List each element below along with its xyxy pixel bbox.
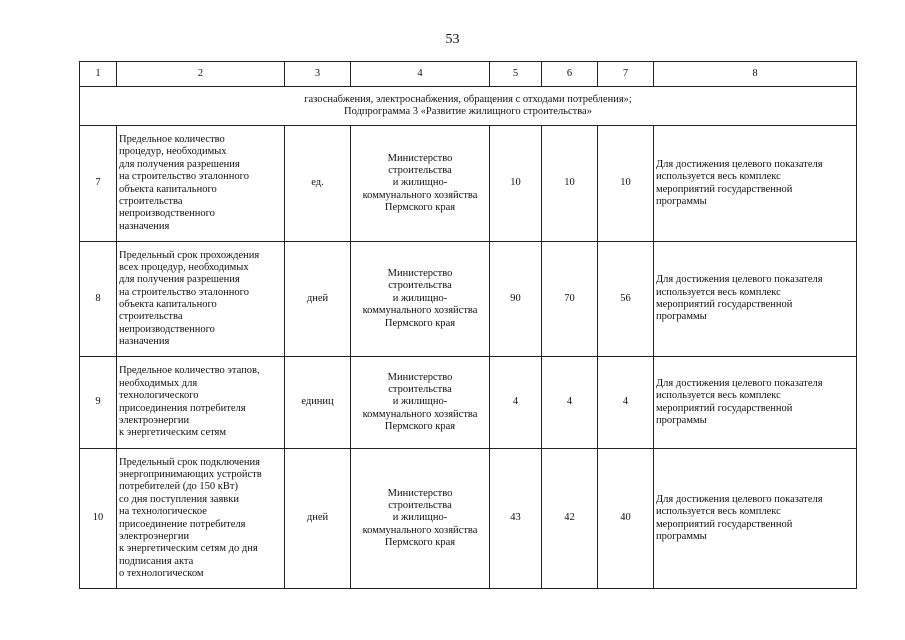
page-number: 53	[445, 32, 460, 47]
column-header: 5	[490, 62, 542, 87]
table-header-row	[80, 62, 857, 87]
value-col5: 90	[490, 242, 542, 357]
executor: Министерство строительства и жилищно- коммунального хозяйства Пермского края	[351, 357, 490, 449]
row-number: 9	[80, 357, 117, 449]
column-header: 6	[542, 62, 598, 87]
value-col7: 4	[598, 357, 654, 449]
value-col6: 4	[542, 357, 598, 449]
value-col7: 56	[598, 242, 654, 357]
note: Для достижения целевого показателя используется весь комплекс мероприятий государственной программы	[654, 242, 857, 357]
column-header: 3	[285, 62, 351, 87]
unit: единиц	[285, 357, 351, 449]
indicator-name: Предельный срок подключения энергопринимающих устройств потребителей (до 150 кВт) со дня поступления заявки на технологическое присоединение потребителя электроэнергии к энергетическим сетям до дня подписания акта о технологическом	[117, 449, 285, 589]
column-header: 1	[80, 62, 117, 87]
row-number: 8	[80, 242, 117, 357]
executor: Министерство строительства и жилищно- коммунального хозяйства Пермского края	[351, 449, 490, 589]
subprogram-heading: газоснабжения, электроснабжения, обращения с отходами потребления»; Подпрограмма 3 «Развитие жилищного строительства»	[80, 87, 857, 126]
indicator-name: Предельное количество процедур, необходимых для получения разрешения на строительство эталонного объекта капитального строительства непроизводственного назначения	[117, 126, 285, 242]
row-number: 10	[80, 449, 117, 589]
indicator-name: Предельный срок прохождения всех процедур, необходимых для получения разрешения на строительство эталонного объекта капитального строительства непроизводственного назначения	[117, 242, 285, 357]
note: Для достижения целевого показателя используется весь комплекс мероприятий государственной программы	[654, 357, 857, 449]
indicator-name: Предельное количество этапов, необходимых для технологического присоединения потребителя электроэнергии к энергетическим сетям	[117, 357, 285, 449]
value-col6: 42	[542, 449, 598, 589]
table-row	[80, 242, 857, 357]
note: Для достижения целевого показателя используется весь комплекс мероприятий государственной программы	[654, 126, 857, 242]
value-col7: 40	[598, 449, 654, 589]
row-number: 7	[80, 126, 117, 242]
executor: Министерство строительства и жилищно- коммунального хозяйства Пермского края	[351, 242, 490, 357]
value-col5: 4	[490, 357, 542, 449]
value-col7: 10	[598, 126, 654, 242]
unit: ед.	[285, 126, 351, 242]
column-header: 7	[598, 62, 654, 87]
value-col6: 10	[542, 126, 598, 242]
value-col5: 43	[490, 449, 542, 589]
value-col6: 70	[542, 242, 598, 357]
subprogram-heading-row	[80, 87, 857, 126]
value-col5: 10	[490, 126, 542, 242]
unit: дней	[285, 449, 351, 589]
indicators-table	[79, 61, 857, 589]
column-header: 8	[654, 62, 857, 87]
table-row	[80, 126, 857, 242]
unit: дней	[285, 242, 351, 357]
column-header: 4	[351, 62, 490, 87]
executor: Министерство строительства и жилищно- коммунального хозяйства Пермского края	[351, 126, 490, 242]
table-row	[80, 449, 857, 589]
column-header: 2	[117, 62, 285, 87]
table-row	[80, 357, 857, 449]
note: Для достижения целевого показателя используется весь комплекс мероприятий государственной программы	[654, 449, 857, 589]
